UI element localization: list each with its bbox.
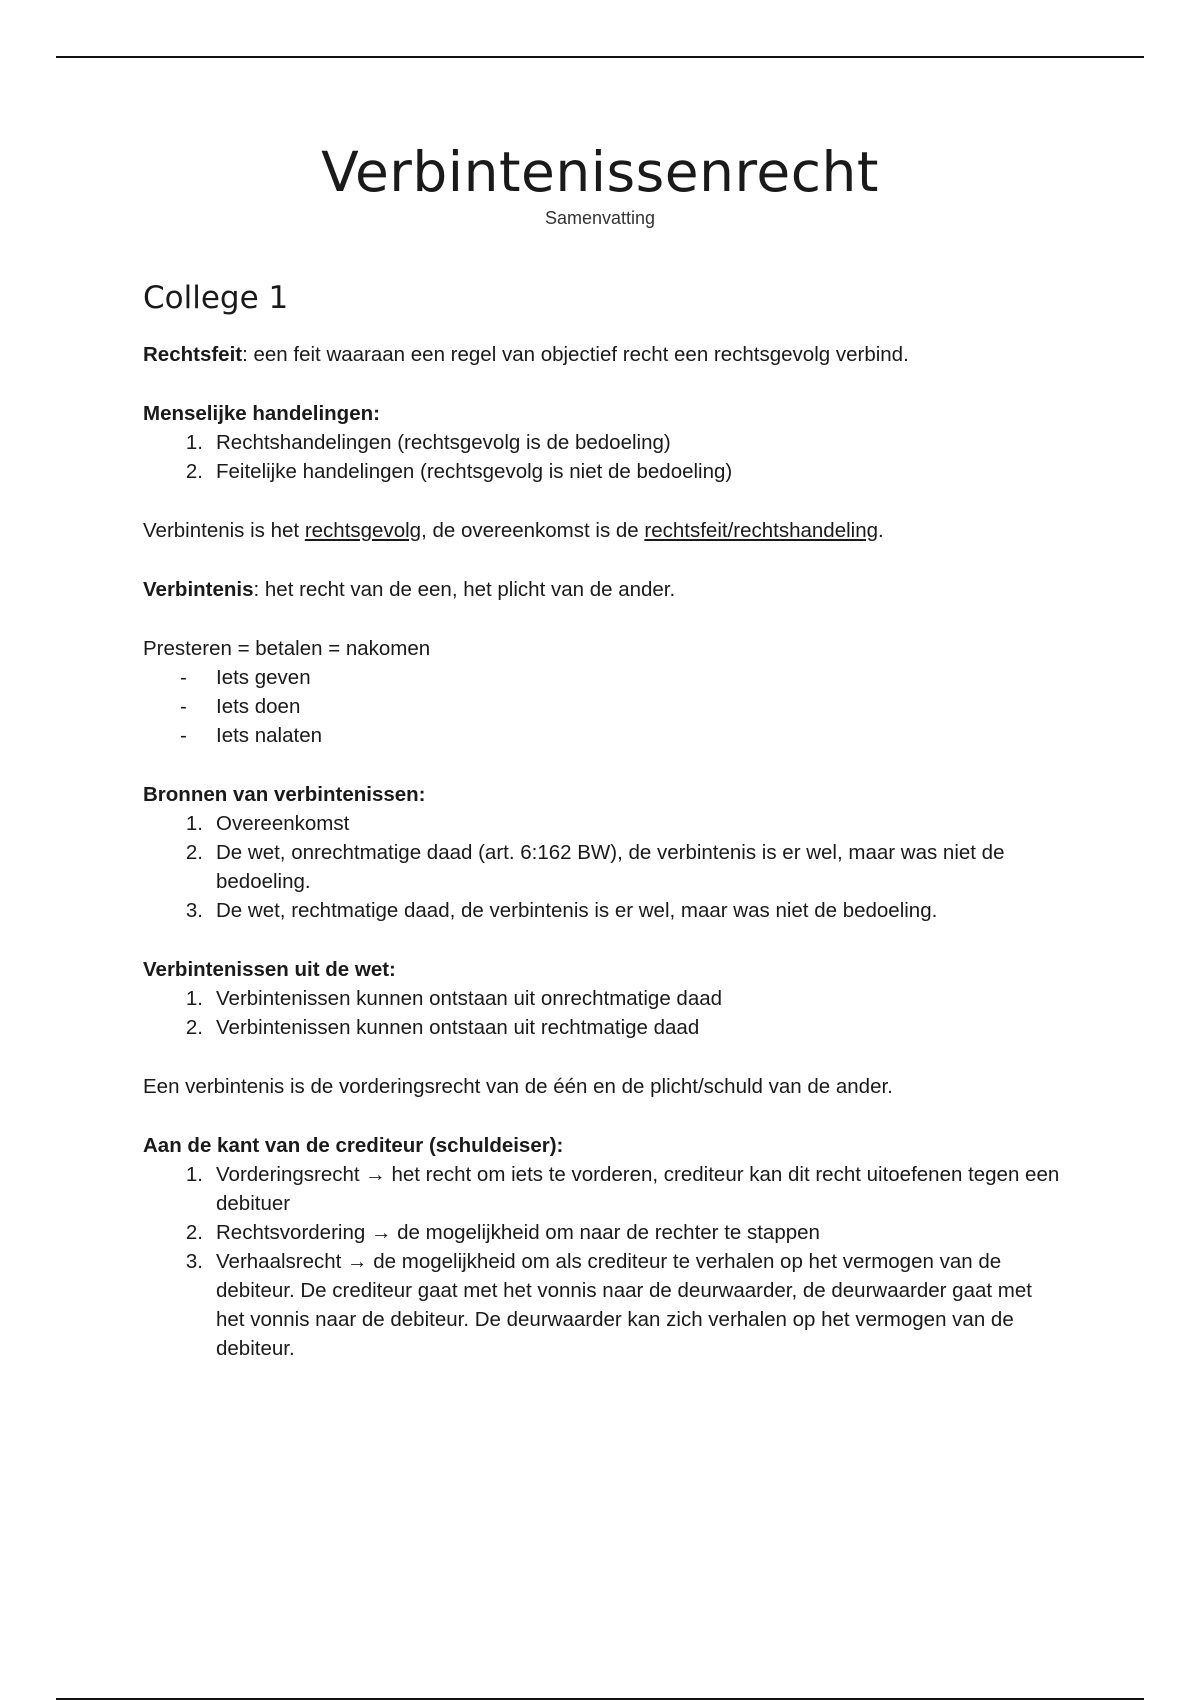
presteren-list <box>143 663 1063 750</box>
list-text: Iets nalaten <box>216 724 322 747</box>
list-item <box>143 428 1063 457</box>
underlined-term: rechtsfeit/rechtshandeling <box>644 519 879 542</box>
wet-list <box>143 984 1063 1042</box>
list-text: Verhaalsrecht → de mogelijkheid om als crediteur te verhalen op het vermogen van de debiteur. De crediteur gaat met het vonnis naar de deurwaarder, de deurwaarder gaat met het vonnis naar de debiteur. De deurwaarder kan zich verhalen op het vermogen van de debiteur. <box>216 1250 1032 1360</box>
list-text: Rechtsvordering → de mogelijkheid om naar de rechter te stappen <box>216 1221 820 1244</box>
list-item <box>143 457 1063 486</box>
sentence-text: , de overeenkomst is de <box>421 519 645 542</box>
list-text: De wet, onrechtmatige daad (art. 6:162 BW), de verbintenis is er wel, maar was niet de bedoeling. <box>216 841 1005 893</box>
list-text: De wet, rechtmatige daad, de verbintenis is er wel, maar was niet de bedoeling. <box>216 899 938 922</box>
list-text: Verbintenissen kunnen ontstaan uit rechtmatige daad <box>216 1016 700 1039</box>
sentence-text: Verbintenis is het <box>143 519 305 542</box>
wet-heading: Verbintenissen uit de wet: <box>143 958 396 981</box>
top-rule <box>56 56 1144 58</box>
list-item <box>143 1013 1063 1042</box>
list-text: Iets geven <box>216 666 311 689</box>
list-number: 2. <box>185 841 203 864</box>
crediteur-list <box>143 1160 1063 1363</box>
list-number: 1. <box>185 812 203 835</box>
list-text: Iets doen <box>216 695 301 718</box>
presteren-line: Presteren = betalen = nakomen <box>143 637 431 660</box>
dash-marker: - <box>180 666 187 689</box>
list-number: 3. <box>185 1250 203 1273</box>
sentence-text: . <box>878 519 884 542</box>
menselijke-heading: Menselijke handelingen: <box>143 402 380 425</box>
list-text: Overeenkomst <box>216 812 350 835</box>
list-number: 3. <box>185 899 203 922</box>
list-number: 1. <box>185 1163 203 1186</box>
list-item <box>143 721 1063 750</box>
document-title: Verbintenissenrecht <box>321 140 879 204</box>
document-subtitle: Samenvatting <box>544 208 656 228</box>
list-text: Rechtshandelingen (rechtsgevolg is de bedoeling) <box>216 431 671 454</box>
section-heading: College 1 <box>143 280 289 316</box>
vordering-sentence: Een verbintenis is de vorderingsrecht van de één en de plicht/schuld van de ander. <box>143 1075 893 1098</box>
bronnen-section <box>143 780 1063 925</box>
verbintenis-sentence <box>143 516 1063 545</box>
list-item <box>143 809 1063 838</box>
list-item <box>143 896 1063 925</box>
list-item <box>143 1247 1063 1363</box>
list-number: 2. <box>185 1016 203 1039</box>
list-item <box>143 838 1063 896</box>
rechtsfeit-text: : een feit waaraan een regel van objectief recht een rechtsgevolg verbind. <box>242 343 909 366</box>
list-text: Verbintenissen kunnen ontstaan uit onrechtmatige daad <box>216 987 723 1010</box>
list-number: 1. <box>185 431 203 454</box>
list-text: Vorderingsrecht → het recht om iets te vorderen, crediteur kan dit recht uitoefenen tegen een debituer <box>216 1163 1060 1215</box>
crediteur-section <box>143 1131 1063 1363</box>
underlined-term: rechtsgevolg <box>304 519 422 542</box>
document-page <box>143 140 1063 1363</box>
dash-marker: - <box>180 695 187 718</box>
wet-section <box>143 955 1063 1042</box>
list-item <box>143 984 1063 1013</box>
bronnen-heading: Bronnen van verbintenissen: <box>143 783 426 806</box>
menselijke-list <box>143 428 1063 486</box>
verbintenis-text: : het recht van de een, het plicht van de ander. <box>253 578 676 601</box>
list-number: 1. <box>185 987 203 1010</box>
menselijke-section <box>143 399 1063 486</box>
presteren-section <box>143 634 1063 750</box>
list-item <box>143 692 1063 721</box>
rechtsfeit-term: Rechtsfeit <box>143 343 243 366</box>
crediteur-heading: Aan de kant van de crediteur (schuldeiser): <box>143 1134 564 1157</box>
list-item <box>143 1160 1063 1218</box>
list-item <box>143 1218 1063 1247</box>
list-number: 2. <box>185 460 203 483</box>
bronnen-list <box>143 809 1063 925</box>
dash-marker: - <box>180 724 187 747</box>
rechtsfeit-definition <box>143 340 1063 369</box>
list-item <box>143 663 1063 692</box>
list-number: 2. <box>185 1221 203 1244</box>
verbintenis-definition <box>143 575 1063 604</box>
verbintenis-term: Verbintenis <box>143 578 254 601</box>
list-text: Feitelijke handelingen (rechtsgevolg is niet de bedoeling) <box>216 460 733 483</box>
